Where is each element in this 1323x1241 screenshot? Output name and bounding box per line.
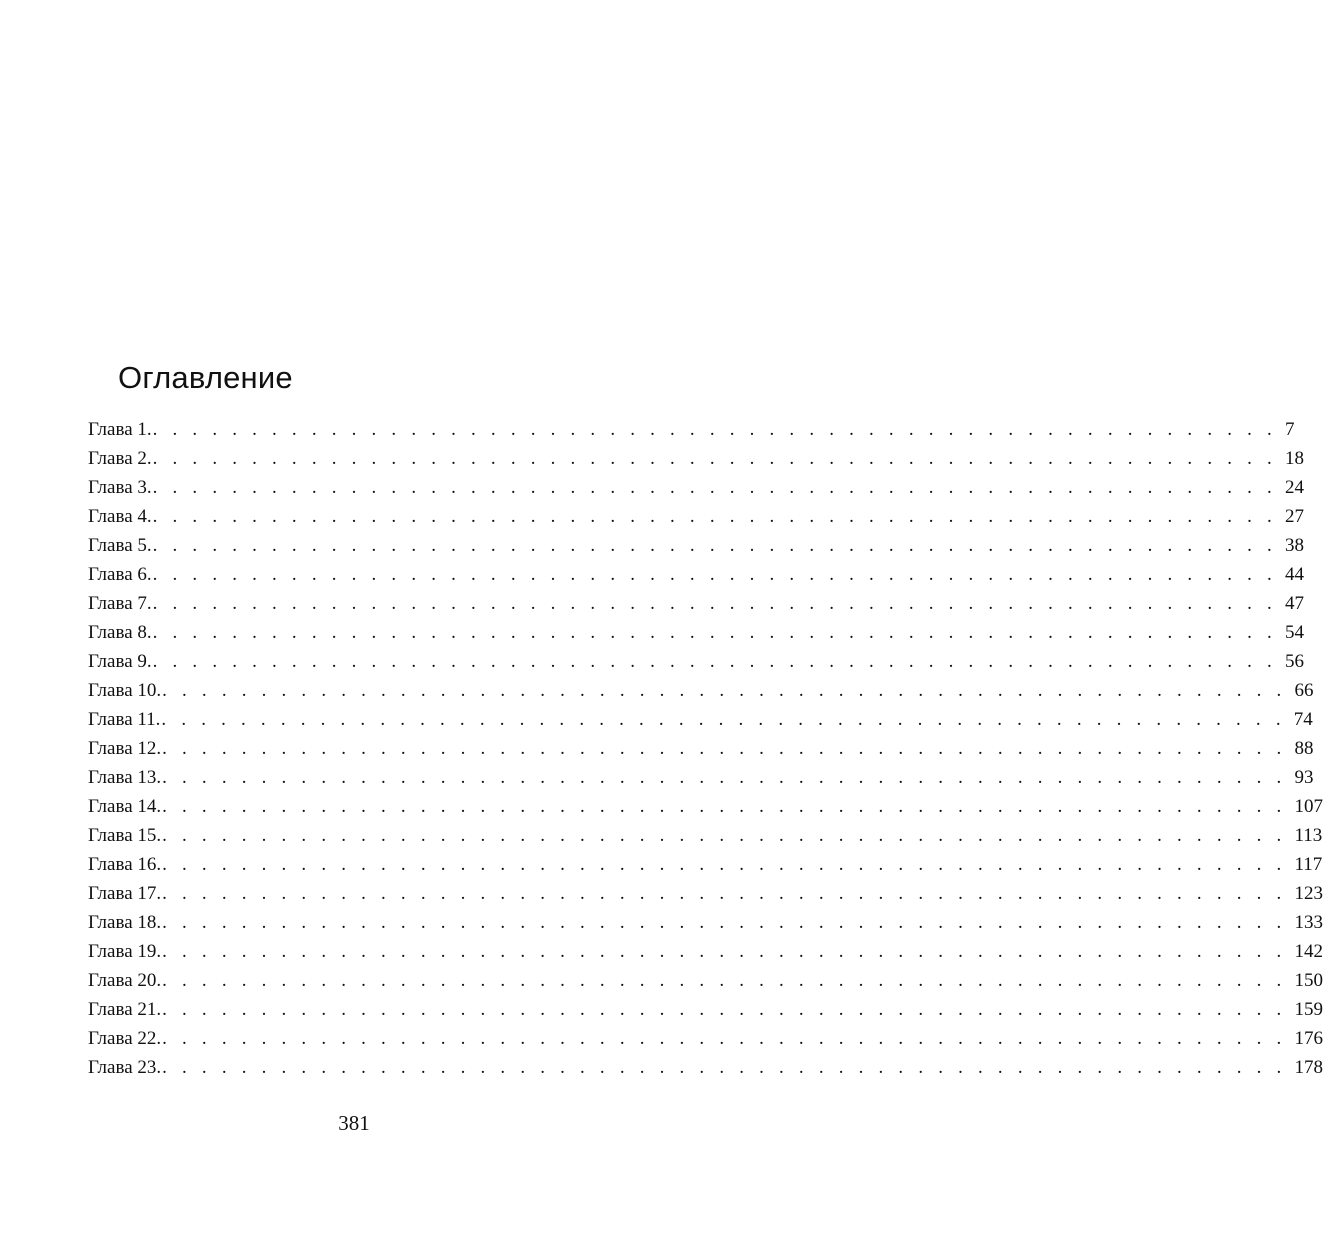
toc-entry-page: 142 — [1294, 941, 1323, 962]
toc-entry-label: Глава 15. — [88, 825, 162, 846]
toc-entry-leader: . . . . . . . . . . . . . . . . . . . . . . . . . . . . . . . . . . . . . . . . . . . . . . . . . . . . . . . . . — [161, 709, 1286, 730]
toc-entry-label: Глава 21. — [88, 999, 162, 1020]
toc-entry-label: Глава 12. — [88, 738, 162, 759]
toc-entry-page: 107 — [1294, 796, 1323, 817]
toc-entry — [88, 473, 1304, 502]
toc-entry-label: Глава 5. — [88, 535, 152, 556]
toc-entry — [88, 618, 1304, 647]
toc-entry-label: Глава 22. — [88, 1028, 162, 1049]
toc-entry-leader: . . . . . . . . . . . . . . . . . . . . . . . . . . . . . . . . . . . . . . . . . . . . . . . . . . . . . . . . . — [152, 419, 1277, 440]
toc-entry-label: Глава 13. — [88, 767, 162, 788]
toc-entry — [88, 850, 1323, 879]
toc-entry — [88, 821, 1323, 850]
toc-entry-page: 18 — [1284, 448, 1304, 469]
toc-entry — [88, 1024, 1323, 1053]
toc-entry-label: Глава 16. — [88, 854, 162, 875]
toc-entry — [88, 937, 1323, 966]
toc-entry-page: 74 — [1293, 709, 1313, 730]
toc-entry — [88, 560, 1304, 589]
toc-entry — [88, 647, 1304, 676]
toc-entry — [88, 763, 1314, 792]
toc-entry-label: Глава 10. — [88, 680, 162, 701]
toc-entry-page: 56 — [1284, 651, 1304, 672]
toc-entry-leader: . . . . . . . . . . . . . . . . . . . . . . . . . . . . . . . . . . . . . . . . . . . . . . . . . . . . . . . . . — [162, 1028, 1287, 1049]
toc-entry-page: 44 — [1284, 564, 1304, 585]
toc-entry-label: Глава 14. — [88, 796, 162, 817]
toc-entry-leader: . . . . . . . . . . . . . . . . . . . . . . . . . . . . . . . . . . . . . . . . . . . . . . . . . . . . . . . . . — [162, 680, 1287, 701]
toc-entry-label: Глава 7. — [88, 593, 152, 614]
toc-entry — [88, 734, 1314, 763]
toc-entry — [88, 1053, 1323, 1082]
toc-entry — [88, 995, 1323, 1024]
toc-entry-label: Глава 3. — [88, 477, 152, 498]
toc-entry — [88, 589, 1304, 618]
toc-entry-page: 93 — [1294, 767, 1314, 788]
toc-entry-page: 54 — [1284, 622, 1304, 643]
toc-entry-page: 24 — [1284, 477, 1304, 498]
toc-entry-label: Глава 17. — [88, 883, 162, 904]
toc-entry — [88, 502, 1304, 531]
toc-entry — [88, 879, 1323, 908]
toc-entry — [88, 705, 1313, 734]
toc-entry-page: 178 — [1294, 1057, 1323, 1078]
toc-entry-leader: . . . . . . . . . . . . . . . . . . . . . . . . . . . . . . . . . . . . . . . . . . . . . . . . . . . . . . . . . — [162, 825, 1287, 846]
toc-entry — [88, 908, 1323, 937]
toc-entry-page: 27 — [1284, 506, 1304, 527]
toc-entry-leader: . . . . . . . . . . . . . . . . . . . . . . . . . . . . . . . . . . . . . . . . . . . . . . . . . . . . . . . . . — [152, 535, 1277, 556]
toc-list — [88, 415, 1323, 1082]
toc-entry-page: 113 — [1294, 825, 1323, 846]
toc-entry — [88, 676, 1314, 705]
toc-entry-label: Глава 6. — [88, 564, 152, 585]
toc-entry-label: Глава 4. — [88, 506, 152, 527]
toc-entry-leader: . . . . . . . . . . . . . . . . . . . . . . . . . . . . . . . . . . . . . . . . . . . . . . . . . . . . . . . . . — [162, 796, 1287, 817]
toc-entry — [88, 415, 1295, 444]
toc-entry-leader: . . . . . . . . . . . . . . . . . . . . . . . . . . . . . . . . . . . . . . . . . . . . . . . . . . . . . . . . . — [152, 506, 1277, 527]
toc-entry-label: Глава 9. — [88, 651, 152, 672]
toc-entry-label: Глава 19. — [88, 941, 162, 962]
toc-entry-page: 66 — [1294, 680, 1314, 701]
toc-entry-leader: . . . . . . . . . . . . . . . . . . . . . . . . . . . . . . . . . . . . . . . . . . . . . . . . . . . . . . . . . — [162, 941, 1287, 962]
toc-entry — [88, 444, 1304, 473]
toc-entry-leader: . . . . . . . . . . . . . . . . . . . . . . . . . . . . . . . . . . . . . . . . . . . . . . . . . . . . . . . . . — [152, 622, 1277, 643]
toc-entry-page: 7 — [1284, 419, 1295, 440]
toc-entry-page: 47 — [1284, 593, 1304, 614]
toc-entry-leader: . . . . . . . . . . . . . . . . . . . . . . . . . . . . . . . . . . . . . . . . . . . . . . . . . . . . . . . . . — [162, 970, 1287, 991]
toc-entry-label: Глава 20. — [88, 970, 162, 991]
toc-entry-leader: . . . . . . . . . . . . . . . . . . . . . . . . . . . . . . . . . . . . . . . . . . . . . . . . . . . . . . . . . — [152, 651, 1277, 672]
toc-entry-page: 38 — [1284, 535, 1304, 556]
page-number: 381 — [338, 1111, 370, 1135]
toc-entry-label: Глава 23. — [88, 1057, 162, 1078]
toc-entry — [88, 792, 1323, 821]
toc-entry-label: Глава 2. — [88, 448, 152, 469]
toc-entry-page: 123 — [1294, 883, 1323, 904]
toc-entry-leader: . . . . . . . . . . . . . . . . . . . . . . . . . . . . . . . . . . . . . . . . . . . . . . . . . . . . . . . . . — [152, 448, 1277, 469]
toc-entry-leader: . . . . . . . . . . . . . . . . . . . . . . . . . . . . . . . . . . . . . . . . . . . . . . . . . . . . . . . . . — [162, 738, 1287, 759]
toc-entry — [88, 531, 1304, 560]
toc-entry-leader: . . . . . . . . . . . . . . . . . . . . . . . . . . . . . . . . . . . . . . . . . . . . . . . . . . . . . . . . . — [162, 999, 1287, 1020]
toc-entry-page: 88 — [1294, 738, 1314, 759]
toc-title: Оглавление — [118, 360, 293, 395]
toc-entry-page: 117 — [1294, 854, 1323, 875]
toc-entry — [88, 966, 1323, 995]
toc-entry-leader: . . . . . . . . . . . . . . . . . . . . . . . . . . . . . . . . . . . . . . . . . . . . . . . . . . . . . . . . . — [152, 477, 1277, 498]
toc-entry-page: 133 — [1294, 912, 1323, 933]
toc-entry-label: Глава 11. — [88, 709, 161, 730]
toc-entry-page: 176 — [1294, 1028, 1323, 1049]
toc-entry-leader: . . . . . . . . . . . . . . . . . . . . . . . . . . . . . . . . . . . . . . . . . . . . . . . . . . . . . . . . . — [162, 883, 1287, 904]
toc-entry-page: 150 — [1294, 970, 1323, 991]
toc-entry-leader: . . . . . . . . . . . . . . . . . . . . . . . . . . . . . . . . . . . . . . . . . . . . . . . . . . . . . . . . . — [162, 767, 1287, 788]
toc-entry-leader: . . . . . . . . . . . . . . . . . . . . . . . . . . . . . . . . . . . . . . . . . . . . . . . . . . . . . . . . . — [162, 1057, 1287, 1078]
toc-entry-label: Глава 8. — [88, 622, 152, 643]
toc-entry-label: Глава 1. — [88, 419, 152, 440]
toc-entry-page: 159 — [1294, 999, 1323, 1020]
toc-entry-leader: . . . . . . . . . . . . . . . . . . . . . . . . . . . . . . . . . . . . . . . . . . . . . . . . . . . . . . . . . — [162, 912, 1287, 933]
toc-entry-leader: . . . . . . . . . . . . . . . . . . . . . . . . . . . . . . . . . . . . . . . . . . . . . . . . . . . . . . . . . — [152, 593, 1277, 614]
toc-entry-leader: . . . . . . . . . . . . . . . . . . . . . . . . . . . . . . . . . . . . . . . . . . . . . . . . . . . . . . . . . — [152, 564, 1277, 585]
toc-entry-label: Глава 18. — [88, 912, 162, 933]
toc-entry-leader: . . . . . . . . . . . . . . . . . . . . . . . . . . . . . . . . . . . . . . . . . . . . . . . . . . . . . . . . . — [162, 854, 1287, 875]
